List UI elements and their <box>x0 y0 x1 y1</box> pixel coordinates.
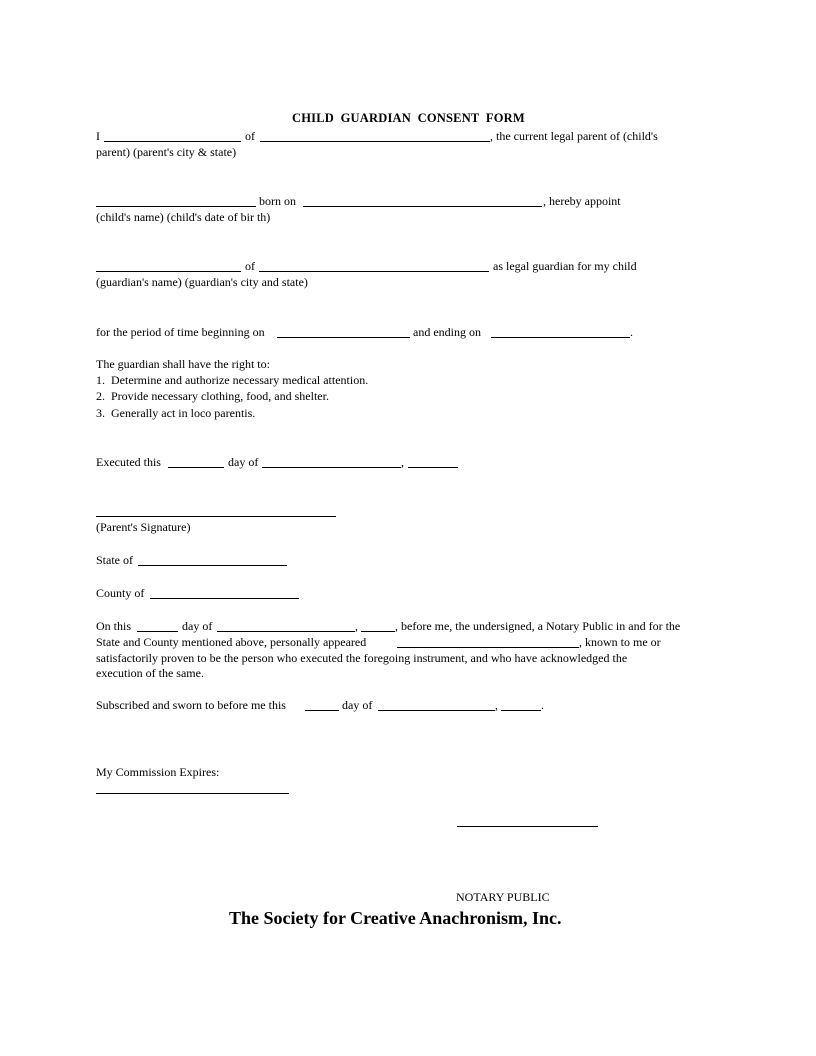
executed-day-blank[interactable] <box>168 467 224 468</box>
notary-on-this: On this <box>96 619 132 633</box>
commission-expires-label: My Commission Expires: <box>96 765 220 779</box>
child-name-blank[interactable] <box>96 206 256 207</box>
notary-day-blank[interactable] <box>137 631 178 632</box>
notary-line2-start: State and County mentioned above, personally appeared <box>96 635 367 649</box>
state-of-label: State of <box>96 553 133 567</box>
guardian-city-prefix: of <box>245 259 255 273</box>
parent-name-blank[interactable] <box>104 141 241 142</box>
period-mid-label: and ending on <box>413 325 481 339</box>
subscribed-day-blank[interactable] <box>305 710 339 711</box>
period-end-blank[interactable] <box>491 337 630 338</box>
subscribed-year-blank[interactable] <box>501 710 541 711</box>
county-of-label: County of <box>96 586 145 600</box>
child-line-suffix: , hereby appoint <box>543 194 621 208</box>
notary-line3: satisfactorily proven to be the person who executed the foregoing instrument, and who have acknowledged the <box>96 651 628 665</box>
period-start-blank[interactable] <box>277 337 410 338</box>
county-of-blank[interactable] <box>150 598 299 599</box>
state-of-blank[interactable] <box>138 565 287 566</box>
notary-signature-line[interactable] <box>457 826 598 827</box>
parent-city-prefix: of <box>245 129 255 143</box>
subscribed-dayof-label: day of <box>342 698 373 712</box>
notary-public-label: NOTARY PUBLIC <box>456 890 550 904</box>
period-end-punct: . <box>630 325 633 339</box>
form-title: CHILD GUARDIAN CONSENT FORM <box>292 111 525 125</box>
notary-year-blank[interactable] <box>361 631 395 632</box>
notary-dayof-label: day of <box>182 619 213 633</box>
parent-city-blank[interactable] <box>260 141 490 142</box>
notary-appeared-blank[interactable] <box>397 647 579 648</box>
notary-month-blank[interactable] <box>217 631 355 632</box>
guardian-name-blank[interactable] <box>96 271 241 272</box>
notary-before-me: , before me, the undersigned, a Notary Public in and for the <box>395 619 681 633</box>
subscribed-comma: , <box>495 698 498 712</box>
executed-year-blank[interactable] <box>408 467 458 468</box>
guardian-line-suffix: as legal guardian for my child <box>493 259 637 273</box>
period-label: for the period of time beginning on <box>96 325 265 339</box>
child-dob-blank[interactable] <box>303 206 542 207</box>
child-born-label: born on <box>259 194 296 208</box>
parent-line-suffix: , the current legal parent of (child's <box>490 129 658 143</box>
parent-name-prefix: I <box>96 129 100 143</box>
rights-item: 2. Provide necessary clothing, food, and shelter. <box>96 389 329 403</box>
executed-comma: , <box>401 455 404 469</box>
rights-item: 1. Determine and authorize necessary medical attention. <box>96 373 369 387</box>
organization-footer: The Society for Creative Anachronism, Inc. <box>229 908 562 928</box>
subscribed-month-blank[interactable] <box>378 710 495 711</box>
notary-line4: execution of the same. <box>96 666 204 680</box>
executed-label: Executed this <box>96 455 161 469</box>
rights-intro: The guardian shall have the right to: <box>96 357 270 371</box>
parent-signature-line[interactable] <box>96 516 336 517</box>
guardian-line-caption: (guardian's name) (guardian's city and state) <box>96 275 308 289</box>
subscribed-end: . <box>541 698 544 712</box>
commission-expires-blank[interactable] <box>96 793 289 794</box>
notary-line2-end: , known to me or <box>579 635 661 649</box>
child-line-caption: (child's name) (child's date of bir th) <box>96 210 271 224</box>
subscribed-label: Subscribed and sworn to before me this <box>96 698 286 712</box>
rights-item: 3. Generally act in loco parentis. <box>96 406 256 420</box>
parent-line-caption: parent) (parent's city & state) <box>96 145 237 159</box>
executed-dayof-label: day of <box>228 455 259 469</box>
executed-month-blank[interactable] <box>262 467 401 468</box>
guardian-city-blank[interactable] <box>259 271 489 272</box>
notary-comma: , <box>355 619 358 633</box>
parent-signature-label: (Parent's Signature) <box>96 520 191 534</box>
